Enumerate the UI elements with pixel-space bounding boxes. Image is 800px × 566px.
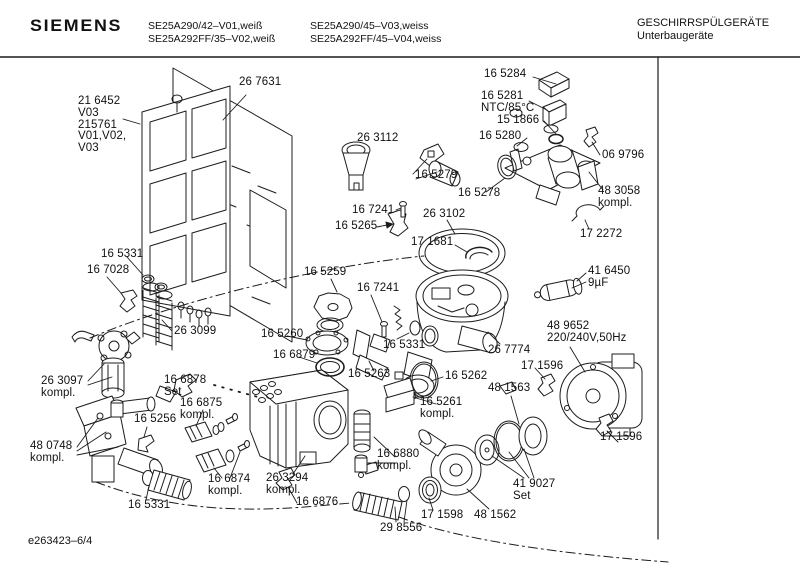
part-label: 16 6874 kompl.: [208, 473, 251, 497]
part-label: 16 6880 kompl.: [377, 448, 420, 472]
category-subtitle: Unterbaugeräte: [637, 29, 714, 42]
capacitor-drawing: [533, 278, 583, 304]
part-label: 26 3102: [423, 208, 466, 220]
solenoid-valves-drawing: [185, 414, 250, 473]
part-label: 16 6875 kompl.: [180, 397, 223, 421]
part-label: 16 5263: [348, 368, 391, 380]
part-label: 16 6878 Set: [164, 374, 207, 398]
heater-manifold-drawing: [505, 145, 604, 221]
spray-hub-drawing: [72, 331, 196, 402]
part-label: 16 5259: [304, 266, 347, 278]
part-label: 16 6879: [273, 349, 316, 361]
motor-drawing: [538, 354, 642, 436]
part-label: 16 7028: [87, 264, 130, 276]
model-list-right: [310, 20, 441, 45]
model-line: SE25A292FF/35–V02,weiß: [148, 32, 276, 45]
model-line: SE25A292FF/45–V04,weiss: [310, 32, 442, 45]
part-label: 41 6450 9µF: [588, 265, 631, 289]
part-label: 17 1681: [411, 236, 454, 248]
part-label: 16 5265: [335, 220, 378, 232]
part-label: 16 5331: [383, 339, 426, 351]
part-label: 48 3058 kompl.: [598, 185, 641, 209]
category-title: GESCHIRRSPÜLGERÄTE: [637, 17, 770, 29]
model-list-left: [148, 20, 275, 45]
part-label: 48 1562: [474, 509, 517, 521]
part-label: 16 5331: [101, 248, 144, 260]
part-label: 26 3099: [174, 325, 217, 337]
part-label: 16 5262: [445, 370, 488, 382]
part-label: 16 5331: [128, 499, 171, 511]
part-label: 48 9652 220/240V,50Hz: [547, 320, 627, 344]
part-label: 16 7241: [352, 204, 395, 216]
part-label: 26 7774: [488, 344, 531, 356]
part-label: 21 6452 V03 215761 V01,V02, V03: [78, 95, 127, 155]
drain-hose-drawing: [351, 487, 409, 521]
part-label: 17 2272: [580, 228, 623, 240]
document-number: e263423–6/4: [28, 535, 93, 547]
part-label: 48 0748 kompl.: [30, 440, 73, 464]
part-label: 16 7241: [357, 282, 400, 294]
model-line: SE25A290/42–V01,weiß: [148, 20, 263, 32]
part-label: 16 5279: [415, 169, 458, 181]
part-label: 17 1596: [521, 360, 564, 372]
part-label: 26 3097 kompl.: [41, 375, 84, 399]
level-switch-drawing: [384, 362, 516, 412]
part-label: 29 8556: [380, 522, 423, 534]
brand-logo: SIEMENS: [30, 16, 123, 35]
part-label: 16 5280: [479, 130, 522, 142]
part-label: 17 1598: [421, 509, 464, 521]
inlet-valve-drawing: [76, 396, 193, 500]
part-label: 16 5278: [458, 187, 501, 199]
part-label: 16 5281 NTC/85°C: [481, 90, 535, 114]
part-label: 26 3294 kompl.: [266, 472, 309, 496]
part-label: 48 1563: [488, 382, 531, 394]
part-label: 16 5261 kompl.: [420, 396, 463, 420]
part-label: 16 6876: [296, 496, 339, 508]
part-label: 16 5260: [261, 328, 304, 340]
part-label: 26 7631: [239, 76, 282, 88]
part-label: 15 1866: [497, 114, 540, 126]
softener-tank-drawing: [250, 370, 348, 490]
part-label: 16 5256: [134, 413, 177, 425]
cartridge-drawing: [354, 410, 370, 478]
part-label: 41 9027 Set: [513, 478, 556, 502]
part-label: 06 9796: [602, 149, 645, 161]
part-label: 26 3112: [357, 132, 399, 144]
model-line: SE25A290/45–V03,weiss: [310, 20, 429, 32]
funnel-drawing: [342, 142, 370, 190]
appliance-category: [637, 17, 769, 42]
base-panel-drawing: [142, 68, 292, 342]
part-label: 16 5284: [484, 68, 527, 80]
part-label: 17 1596: [600, 431, 643, 443]
ntc-sensor-drawing: [539, 72, 598, 147]
